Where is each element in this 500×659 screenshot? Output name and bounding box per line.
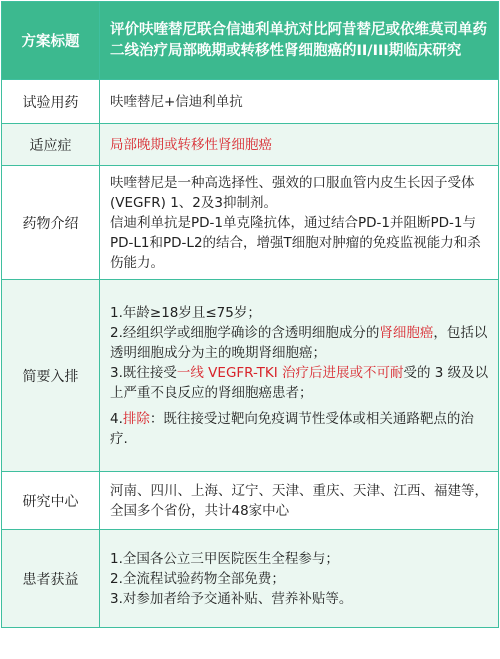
criteria-1: 1.年龄≥18岁且≤75岁； [110,304,261,321]
drug-label: 试验用药 [2,80,100,124]
row-drug [2,80,499,124]
intro-value [100,166,499,280]
row-centers [2,472,499,530]
criteria-2-text: 2.经组织学或细胞学确诊的含透明细胞成分的 [110,324,380,341]
centers-label: 研究中心 [2,472,100,530]
drug-value: 呋喹替尼+信迪利单抗 [100,80,499,124]
row-intro [2,166,499,280]
row-indication [2,124,499,166]
row-criteria [2,280,499,472]
criteria-4-text: ：既往接受过靶向免疫调节性受体或相关通路靶点的治疗. [110,410,474,447]
criteria-4-highlight: 排除 [122,410,150,427]
criteria-3-text: 3.既往接受 [110,364,177,381]
intro-sintilimab: 信迪利单抗是PD-1单克隆抗体，通过结合PD-1并阻断PD-1与PD-L1和PD-L2的结合，增强T细胞对肿瘤的免疫监视能力和杀伤能力。 [110,214,481,271]
benefit-2: 2.全流程试验药物全部免费； [110,570,285,587]
criteria-3-highlight: 一线 VEGFR-TKI 治疗后进展或不可耐 [176,364,404,381]
criteria-4-number: 4. [110,410,123,427]
criteria-4 [110,409,490,449]
criteria-2-highlight: 肾细胞癌 [379,324,434,341]
criteria-2-text-end: ，包括以透明细胞成分为主的晚期肾细胞癌； [110,324,488,361]
intro-label: 药物介绍 [2,166,100,280]
header-row [2,2,499,80]
protocol-table-container [1,1,499,628]
protocol-table [1,1,499,628]
indication-label: 适应症 [2,124,100,166]
intro-fruquintinib: 呋喹替尼是一种高选择性、强效的口服血管内皮生长因子受体 (VEGFR) 1、2及3抑制剂。 [110,174,475,211]
study-title: 评价呋喹替尼联合信迪利单抗对比阿昔替尼或依维莫司单药二线治疗局部晚期或转移性肾细胞癌的II/III期临床研究 [100,2,499,80]
row-benefits [2,530,499,628]
benefit-3: 3.对参加者给予交通补贴、营养补贴等。 [110,590,353,607]
header-label: 方案标题 [2,2,100,80]
criteria-label: 简要入排 [2,280,100,472]
criteria-3 [110,363,490,403]
criteria-2 [110,323,490,363]
benefits-label: 患者获益 [2,530,100,628]
centers-value: 河南、四川、上海、辽宁、天津、重庆、天津、江西、福建等，全国多个省份，共计48家中心 [100,472,499,530]
benefits-value [100,530,499,628]
indication-value: 局部晚期或转移性肾细胞癌 [100,124,499,166]
benefit-1: 1.全国各公立三甲医院医生全程参与； [110,550,339,567]
criteria-3-text-end: 受的 3 级及以上严重不良反应的肾细胞癌患者； [110,364,489,401]
criteria-value [100,280,499,472]
